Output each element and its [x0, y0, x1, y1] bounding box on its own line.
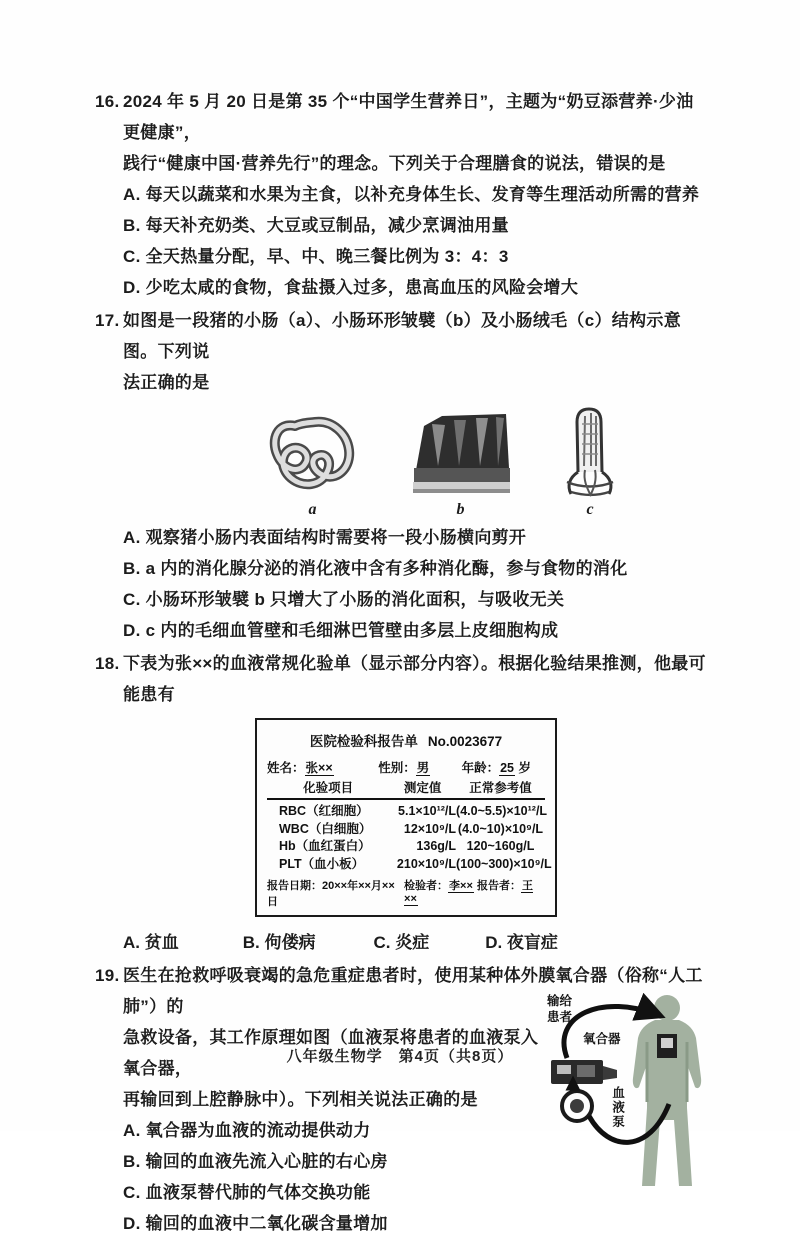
report-title: 医院检验科报告单 [309, 734, 418, 749]
figure-villus [561, 404, 619, 518]
report-sex-label: 性别： [378, 761, 416, 775]
report-date: 报告日期：20××年××月××日 [267, 880, 395, 908]
report-title-row [267, 730, 545, 750]
question-18-option-b: B. 佝偻病 [242, 933, 316, 952]
examiner-name: 李×× [449, 880, 473, 892]
figure-label-b: b [456, 501, 465, 518]
question-19-option-d: D. 输回的血液中二氧化碳含量增加 [123, 1214, 388, 1233]
question-16-stem-line2: 践行“健康中国·营养先行”的理念。下列关于合理膳食的说法，错误的是 [123, 154, 666, 173]
question-18 [95, 648, 707, 958]
hb-ref: 120~160g/L [466, 839, 535, 853]
question-17-stem-line2: 法正确的是 [123, 373, 210, 392]
report-age [462, 758, 545, 776]
ecmo-label-to-patient: 输给患者 [547, 994, 573, 1024]
question-17-stem-text: 如图是一段猪的小肠（a）、小肠环形皱襞（b）及小肠绒毛（c）结构示意图。下列说 [123, 311, 681, 361]
reporter-name: 王×× [404, 880, 533, 905]
question-18-options [95, 927, 707, 958]
report-signers [404, 877, 545, 909]
question-16-option-a: A. 每天以蔬菜和水果为主食，以补充身体生长、发育等生理活动所需的营养 [123, 185, 700, 204]
question-18-stem-text: 下表为张××的血液常规化验单（显示部分内容）。根据化验结果推测，他最可能患有 [123, 654, 706, 704]
question-16-option-c: C. 全天热量分配，早、中、晚三餐比例为 3：4：3 [123, 247, 509, 266]
wbc-value: 12×10⁹/L [403, 821, 457, 836]
circular-folds-illustration [408, 412, 513, 500]
figure-circular-folds [408, 412, 513, 518]
question-19-stem-line2: 急救设备，其工作原理如图（血液泵将患者的血液泵入氧合器， [123, 1028, 539, 1078]
question-18-stem-line1 [95, 648, 707, 710]
question-16-option-d: D. 少吃太咸的食物，食盐摄入过多，患高血压的风险会增大 [123, 278, 579, 297]
question-16-number: 16. [95, 92, 120, 111]
report-age-label: 年龄： [461, 761, 500, 775]
ecmo-label-oxygenator: 氧合器 [583, 1032, 621, 1046]
question-17-number: 17. [95, 311, 120, 330]
villus-illustration [561, 404, 619, 500]
plt-value: 210×10⁹/L [396, 856, 457, 871]
blood-test-report [255, 718, 557, 917]
rbc-ref: (4.0~5.5)×10¹²/L [456, 804, 548, 818]
report-col-ref: 正常参考值 [469, 781, 532, 795]
question-19-option-c: C. 血液泵替代肺的气体交换功能 [123, 1183, 371, 1202]
hb-value: 136g/L [416, 839, 457, 853]
figure-label-c: c [586, 501, 594, 518]
question-18-option-c: C. 炎症 [373, 933, 430, 952]
report-age-value: 25 [500, 761, 514, 775]
question-18-number: 18. [95, 654, 120, 673]
report-name-label: 姓名： [267, 761, 305, 775]
question-17-stem-line1 [95, 305, 707, 367]
question-17 [95, 305, 707, 646]
report-sex [378, 758, 461, 776]
question-16-stem-text: 2024 年 5 月 20 日是第 35 个“中国学生营养日”，主题为“奶豆添营养·少油更健康”， [123, 92, 694, 142]
report-row-hb [267, 838, 545, 856]
question-17-option-c: C. 小肠环形皱襞 b 只增大了小肠的消化面积，与吸收无关 [123, 590, 565, 609]
report-row-plt [267, 856, 552, 874]
report-name [267, 758, 378, 776]
report-identity-row [267, 758, 545, 776]
rbc-item: RBC（红细胞） [279, 804, 369, 818]
report-name-value: 张×× [305, 761, 333, 775]
page-footer: 八年级生物学 第4页（共8页） [286, 1048, 514, 1065]
wbc-item: WBC（白细胞） [279, 821, 372, 836]
question-16-option-b: B. 每天补充奶类、大豆或豆制品，减少烹调油用量 [123, 216, 509, 235]
report-table-header [267, 778, 545, 800]
report-age-unit: 岁 [515, 761, 531, 775]
question-18-option-d: D. 夜盲症 [485, 933, 558, 952]
ecmo-label-blood-pump: 血液泵 [610, 1086, 625, 1130]
question-16-stem-line1 [95, 86, 707, 148]
question-16 [95, 86, 707, 303]
question-18-option-a: A. 贫血 [123, 933, 179, 952]
question-17-figures [265, 404, 707, 518]
rbc-value: 5.1×10¹²/L [398, 804, 457, 818]
ecmo-figure [543, 982, 725, 1194]
examiner-label: 检验者： [404, 880, 449, 892]
page-content [95, 86, 707, 1241]
question-17-option-b: B. a 内的消化腺分泌的消化液中含有多种消化酶，参与食物的消化 [123, 559, 628, 578]
question-17-option-a: A. 观察猪小肠内表面结构时需要将一段小肠横向剪开 [123, 528, 527, 547]
wbc-ref: (4.0~10)×10⁹/L [457, 821, 544, 836]
question-19 [95, 960, 707, 1239]
question-19-option-a: A. 氧合器为血液的流动提供动力 [123, 1121, 371, 1140]
reporter-label: 报告者： [476, 880, 521, 892]
report-row-rbc [267, 803, 548, 821]
report-number: No.0023677 [427, 734, 503, 749]
small-intestine-coil-illustration [265, 410, 360, 500]
report-sex-value: 男 [416, 761, 430, 775]
plt-item: PLT（血小板） [279, 856, 365, 871]
plt-ref: (100~300)×10⁹/L [456, 856, 552, 871]
hb-item: Hb（血红蛋白） [279, 839, 371, 853]
figure-small-intestine [265, 410, 360, 518]
question-19-stem-line3: 再输回到上腔静脉中）。下列相关说法正确的是 [123, 1090, 478, 1109]
question-19-option-b: B. 输回的血液先流入心脏的右心房 [123, 1152, 388, 1171]
question-17-option-d: D. c 内的毛细血管壁和毛细淋巴管壁由多层上皮细胞构成 [123, 621, 559, 640]
report-col-item: 化验项目 [303, 781, 354, 795]
question-19-stem-text: 医生在抢救呼吸衰竭的急危重症患者时，使用某种体外膜氧合器（俗称“人工肺”）的 [123, 966, 703, 1016]
report-row-wbc [267, 821, 545, 839]
question-19-number: 19. [95, 966, 120, 985]
figure-label-a: a [308, 501, 317, 518]
report-footer-row [267, 877, 545, 909]
report-col-value: 测定值 [403, 781, 442, 795]
